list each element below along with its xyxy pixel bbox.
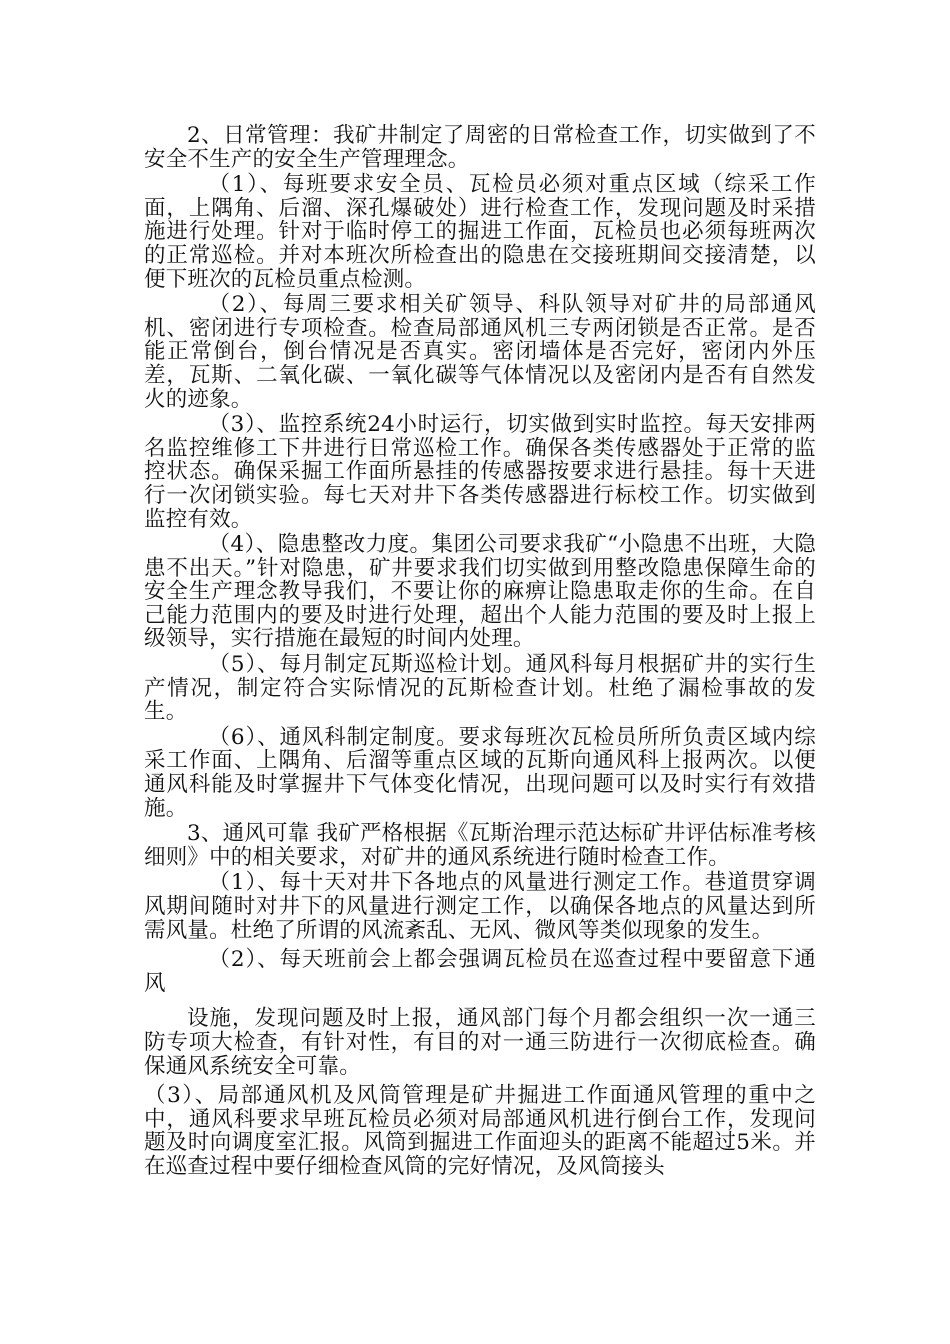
item-vent-2: （2）、每天班前会上都会强调瓦检员在巡查过程中要留意下通风: [144, 947, 816, 996]
section-ventilation: 3、通风可靠 我矿严格根据《瓦斯治理示范达标矿井评估标准考核细则》中的相关要求，对矿井的通风系统进行随时检查工作。: [144, 821, 816, 870]
item-daily-6: （6）、通风科制定制度。要求每班次瓦检员所所负责区域内综采工作面、上隅角、后溜等重点区域的瓦斯向通风科上报两次。以便通风科能及时掌握井下气体变化情况，出现问题可以及时实行有效措施。: [144, 724, 816, 821]
item-daily-5: （5）、每月制定瓦斯巡检计划。通风科每月根据矿井的实行生产情况，制定符合实际情况的瓦斯检查计划。杜绝了漏检事故的发生。: [144, 652, 816, 725]
item-vent-3: （3）、局部通风机及风筒管理是矿井掘进工作面通风管理的重中之中，通风科要求早班瓦检员必须对局部通风机进行倒台工作，发现问题及时向调度室汇报。风筒到掘进工作面迎头的距离不能超过5米。并在巡查过程中要仔细检查风筒的完好情况，及风筒接头: [144, 1083, 816, 1179]
item-daily-4: （4）、隐患整改力度。集团公司要求我矿“小隐患不出班，大隐患不出天。”针对隐患，矿井要求我们切实做到用整改隐患保障生命的安全生产理念教导我们，不要让你的麻痹让隐患取走你的生命。在自己能力范围内的要及时进行处理，超出个人能力范围的要及时上报上级领导，实行措施在最短的时间内处理。: [144, 532, 816, 652]
section-daily-management: 2、日常管理：我矿井制定了周密的日常检查工作，切实做到了不安全不生产的安全生产管理理念。: [144, 123, 816, 172]
item-daily-1: （1）、每班要求安全员、瓦检员必须对重点区域（综采工作面，上隅角、后溜、深孔爆破处）进行检查工作，发现问题及时采措施进行处理。针对于临时停工的掘进工作面，瓦检员也必须每班两次的正常巡检。并对本班次所检查出的隐患在交接班期间交接清楚，以便下班次的瓦检员重点检测。: [144, 172, 816, 292]
item-vent-2-continued: 设施，发现问题及时上报，通风部门每个月都会组织一次一通三防专项大检查，有针对性，有目的对一通三防进行一次彻底检查。确保通风系统安全可靠。: [144, 1006, 816, 1079]
item-daily-2: （2）、每周三要求相关矿领导、科队领导对矿井的局部通风机、密闭进行专项检查。检查局部通风机三专两闭锁是否正常。是否能正常倒台，倒台情况是否真实。密闭墙体是否完好，密闭内外压差，瓦斯、二氧化碳、一氧化碳等气体情况以及密闭内是否有自然发火的迹象。: [144, 292, 816, 412]
item-vent-1: （1）、每十天对井下各地点的风量进行测定工作。巷道贯穿调风期间随时对井下的风量进行测定工作，以确保各地点的风量达到所需风量。杜绝了所谓的风流紊乱、无风、微风等类似现象的发生。: [144, 870, 816, 943]
item-daily-3: （3）、监控系统24小时运行，切实做到实时监控。每天安排两名监控维修工下井进行日常巡检工作。确保各类传感器处于正常的监控状态。确保采掘工作面所悬挂的传感器按要求进行悬挂。每十天进行一次闭锁实验。每七天对井下各类传感器进行标校工作。切实做到监控有效。: [144, 412, 816, 532]
document-body: [144, 124, 816, 1179]
